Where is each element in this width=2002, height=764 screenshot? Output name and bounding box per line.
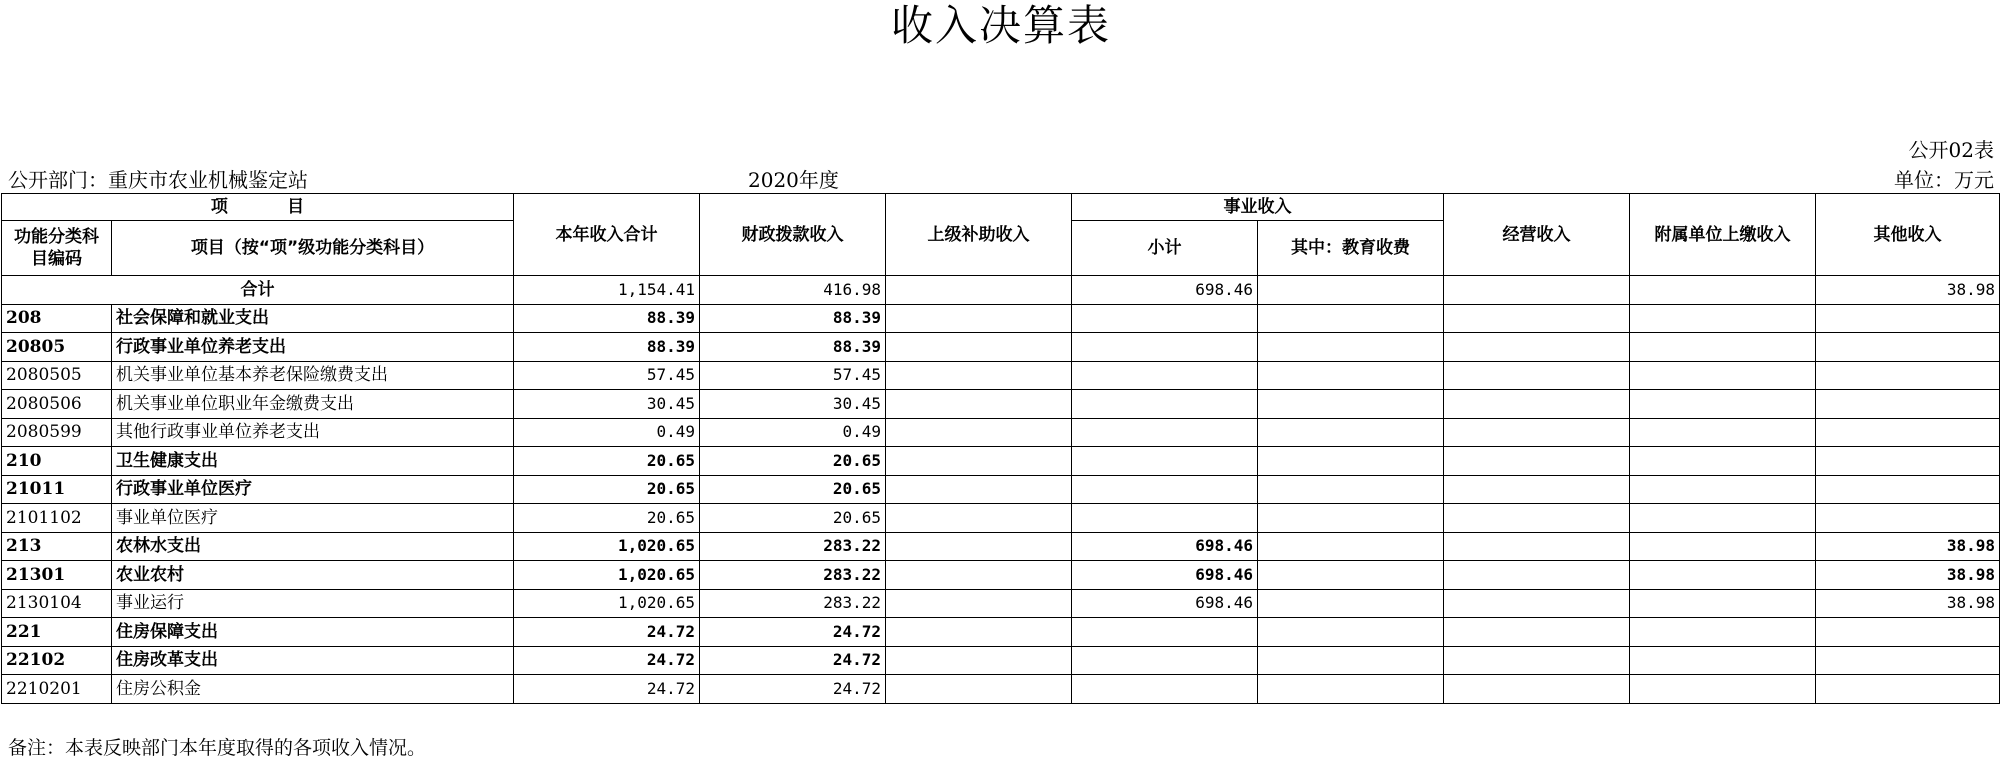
row-fiscal: 20.65: [700, 475, 886, 504]
row-fiscal: 30.45: [700, 390, 886, 419]
row-subtotal: [1072, 447, 1258, 476]
row-subtotal: [1072, 675, 1258, 704]
row-total: 0.49: [514, 418, 700, 447]
row-other: [1816, 418, 2000, 447]
row-operating: [1444, 475, 1630, 504]
row-subtotal: 698.46: [1072, 561, 1258, 590]
row-code: 2210201: [2, 675, 112, 704]
row-subtotal: [1072, 504, 1258, 533]
table-row: [2, 618, 2000, 647]
header-business-edu: 其中：教育收费: [1258, 221, 1444, 276]
header-fiscal: 财政拨款收入: [700, 194, 886, 276]
row-total: 20.65: [514, 447, 700, 476]
row-operating: [1444, 333, 1630, 362]
row-total: 20.65: [514, 475, 700, 504]
row-name: 住房保障支出: [112, 618, 514, 647]
row-other: [1816, 475, 2000, 504]
row-subtotal: [1072, 418, 1258, 447]
row-fiscal: 88.39: [700, 304, 886, 333]
unit-label: 单位：万元: [1894, 168, 1994, 192]
row-superior: [886, 418, 1072, 447]
row-affiliated: [1630, 589, 1816, 618]
row-total: 1,020.65: [514, 561, 700, 590]
row-superior: [886, 333, 1072, 362]
row-name: 住房公积金: [112, 675, 514, 704]
row-other: [1816, 361, 2000, 390]
row-fiscal: 88.39: [700, 333, 886, 362]
row-superior: [886, 618, 1072, 647]
row-code: 221: [2, 618, 112, 647]
row-other: [1816, 646, 2000, 675]
header-other: 其他收入: [1816, 194, 2000, 276]
table-row: [2, 390, 2000, 419]
year-label: 2020年度: [748, 168, 839, 192]
header-business-subtotal: 小计: [1072, 221, 1258, 276]
table-row: [2, 333, 2000, 362]
row-superior: [886, 390, 1072, 419]
income-table: [1, 193, 2000, 704]
row-superior: [886, 504, 1072, 533]
row-subtotal: [1072, 475, 1258, 504]
row-code: 20805: [2, 333, 112, 362]
department-label: 公开部门：重庆市农业机械鉴定站: [8, 168, 308, 192]
total-label: 合计: [2, 276, 514, 305]
row-name: 事业单位医疗: [112, 504, 514, 533]
header-superior: 上级补助收入: [886, 194, 1072, 276]
row-superior: [886, 561, 1072, 590]
table-row: [2, 475, 2000, 504]
row-superior: [886, 304, 1072, 333]
row-affiliated: [1630, 675, 1816, 704]
header-affiliated: 附属单位上缴收入: [1630, 194, 1816, 276]
row-superior: [886, 361, 1072, 390]
row-code: 22102: [2, 646, 112, 675]
row-edu: [1258, 532, 1444, 561]
row-superior: [886, 646, 1072, 675]
row-edu: [1258, 390, 1444, 419]
report-meta: [0, 168, 2002, 192]
row-fiscal: 20.65: [700, 504, 886, 533]
row-edu: [1258, 675, 1444, 704]
row-fiscal: 20.65: [700, 447, 886, 476]
row-operating: [1444, 504, 1630, 533]
row-edu: [1258, 561, 1444, 590]
total-row: [2, 276, 2000, 305]
row-affiliated: [1630, 532, 1816, 561]
row-code: 2101102: [2, 504, 112, 533]
row-affiliated: [1630, 333, 1816, 362]
row-fiscal: 283.22: [700, 532, 886, 561]
row-code: 2080599: [2, 418, 112, 447]
total-cell-operating: [1444, 276, 1630, 305]
row-operating: [1444, 418, 1630, 447]
row-subtotal: [1072, 361, 1258, 390]
total-cell-edu: [1258, 276, 1444, 305]
row-operating: [1444, 675, 1630, 704]
row-affiliated: [1630, 504, 1816, 533]
row-name: 机关事业单位基本养老保险缴费支出: [112, 361, 514, 390]
row-superior: [886, 589, 1072, 618]
row-edu: [1258, 418, 1444, 447]
row-total: 88.39: [514, 304, 700, 333]
row-affiliated: [1630, 447, 1816, 476]
row-fiscal: 57.45: [700, 361, 886, 390]
row-operating: [1444, 361, 1630, 390]
row-affiliated: [1630, 390, 1816, 419]
table-row: [2, 589, 2000, 618]
row-operating: [1444, 447, 1630, 476]
row-edu: [1258, 504, 1444, 533]
row-fiscal: 0.49: [700, 418, 886, 447]
table-row: [2, 304, 2000, 333]
row-code: 21301: [2, 561, 112, 590]
row-total: 30.45: [514, 390, 700, 419]
row-name: 农业农村: [112, 561, 514, 590]
row-other: 38.98: [1816, 532, 2000, 561]
row-other: 38.98: [1816, 561, 2000, 590]
row-code: 2130104: [2, 589, 112, 618]
header-code: 功能分类科目编码: [2, 221, 112, 276]
row-total: 20.65: [514, 504, 700, 533]
row-other: [1816, 504, 2000, 533]
row-subtotal: 698.46: [1072, 532, 1258, 561]
row-other: 38.98: [1816, 589, 2000, 618]
table-row: [2, 418, 2000, 447]
row-code: 210: [2, 447, 112, 476]
row-total: 1,020.65: [514, 589, 700, 618]
row-name: 农林水支出: [112, 532, 514, 561]
row-edu: [1258, 361, 1444, 390]
row-fiscal: 24.72: [700, 675, 886, 704]
row-operating: [1444, 532, 1630, 561]
row-superior: [886, 475, 1072, 504]
table-row: [2, 646, 2000, 675]
row-subtotal: [1072, 333, 1258, 362]
row-total: 88.39: [514, 333, 700, 362]
row-affiliated: [1630, 304, 1816, 333]
row-superior: [886, 532, 1072, 561]
row-edu: [1258, 646, 1444, 675]
row-total: 24.72: [514, 675, 700, 704]
header-item-group: 项 目: [2, 194, 514, 221]
row-edu: [1258, 475, 1444, 504]
row-affiliated: [1630, 361, 1816, 390]
row-affiliated: [1630, 418, 1816, 447]
total-cell-subtotal: 698.46: [1072, 276, 1258, 305]
page-title: 收入决算表: [890, 1, 1111, 50]
row-other: [1816, 390, 2000, 419]
row-name: 其他行政事业单位养老支出: [112, 418, 514, 447]
table-row: [2, 561, 2000, 590]
row-edu: [1258, 589, 1444, 618]
total-cell-total: 1,154.41: [514, 276, 700, 305]
row-subtotal: 698.46: [1072, 589, 1258, 618]
row-fiscal: 283.22: [700, 561, 886, 590]
row-total: 1,020.65: [514, 532, 700, 561]
row-other: [1816, 447, 2000, 476]
table-row: [2, 532, 2000, 561]
row-code: 2080505: [2, 361, 112, 390]
row-total: 24.72: [514, 618, 700, 647]
row-edu: [1258, 618, 1444, 647]
header-total: 本年收入合计: [514, 194, 700, 276]
header-item-name: 项目（按“项”级功能分类科目）: [112, 221, 514, 276]
footnote: 备注：本表反映部门本年度取得的各项收入情况。: [8, 737, 427, 759]
row-total: 57.45: [514, 361, 700, 390]
table-row: [2, 504, 2000, 533]
row-fiscal: 283.22: [700, 589, 886, 618]
row-affiliated: [1630, 646, 1816, 675]
row-code: 2080506: [2, 390, 112, 419]
row-subtotal: [1072, 618, 1258, 647]
row-name: 社会保障和就业支出: [112, 304, 514, 333]
row-code: 213: [2, 532, 112, 561]
row-fiscal: 24.72: [700, 618, 886, 647]
row-operating: [1444, 304, 1630, 333]
row-name: 行政事业单位医疗: [112, 475, 514, 504]
row-operating: [1444, 561, 1630, 590]
row-subtotal: [1072, 304, 1258, 333]
row-other: [1816, 675, 2000, 704]
row-operating: [1444, 589, 1630, 618]
header-operating: 经营收入: [1444, 194, 1630, 276]
row-superior: [886, 447, 1072, 476]
row-total: 24.72: [514, 646, 700, 675]
table-row: [2, 361, 2000, 390]
row-affiliated: [1630, 618, 1816, 647]
row-other: [1816, 333, 2000, 362]
row-name: 行政事业单位养老支出: [112, 333, 514, 362]
header-business-group: 事业收入: [1072, 194, 1444, 221]
row-name: 机关事业单位职业年金缴费支出: [112, 390, 514, 419]
row-operating: [1444, 618, 1630, 647]
row-other: [1816, 618, 2000, 647]
form-number: 公开02表: [1908, 138, 1994, 162]
row-name: 住房改革支出: [112, 646, 514, 675]
row-other: [1816, 304, 2000, 333]
row-fiscal: 24.72: [700, 646, 886, 675]
table-row: [2, 447, 2000, 476]
row-code: 208: [2, 304, 112, 333]
row-name: 卫生健康支出: [112, 447, 514, 476]
row-operating: [1444, 390, 1630, 419]
total-cell-fiscal: 416.98: [700, 276, 886, 305]
row-edu: [1258, 333, 1444, 362]
row-affiliated: [1630, 475, 1816, 504]
total-cell-affiliated: [1630, 276, 1816, 305]
table-row: [2, 675, 2000, 704]
row-operating: [1444, 646, 1630, 675]
row-affiliated: [1630, 561, 1816, 590]
row-code: 21011: [2, 475, 112, 504]
row-name: 事业运行: [112, 589, 514, 618]
row-edu: [1258, 304, 1444, 333]
row-subtotal: [1072, 646, 1258, 675]
total-cell-superior: [886, 276, 1072, 305]
row-edu: [1258, 447, 1444, 476]
row-superior: [886, 675, 1072, 704]
row-subtotal: [1072, 390, 1258, 419]
total-cell-other: 38.98: [1816, 276, 2000, 305]
